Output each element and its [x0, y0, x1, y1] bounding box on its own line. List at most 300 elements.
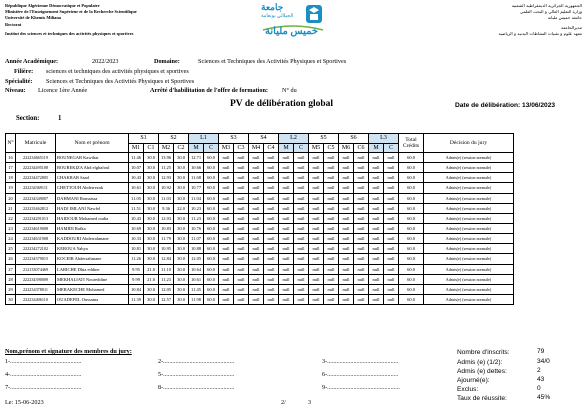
student-name-cell: HADJ IMLANI Nawfel [56, 203, 129, 213]
signature-line: 2-.............................................. [158, 358, 235, 365]
grade-cell: null [219, 223, 234, 233]
grade-cell: null [369, 173, 384, 183]
grade-cell: 30.0 [144, 153, 159, 163]
grade-cell: null [234, 193, 249, 203]
decision-cell: Admis(e) (session normale) [424, 264, 514, 274]
grade-cell: null [294, 153, 309, 163]
grade-cell: null [384, 254, 399, 264]
grade-cell: null [219, 254, 234, 264]
grade-cell: 10.95 [159, 244, 174, 254]
header-ar-line: مديرالجامعة [561, 24, 582, 30]
grade-cell: null [294, 274, 309, 284]
signature-line: 4-.............................................. [5, 371, 82, 378]
row-number-cell: 23 [6, 223, 16, 233]
grade-cell: null [294, 264, 309, 274]
grade-cell: null [294, 294, 309, 304]
header-arabic [498, 3, 582, 37]
section-label: Section: [16, 115, 40, 122]
grade-cell: null [369, 223, 384, 233]
grade-cell: null [339, 274, 354, 284]
grade-cell: null [309, 213, 324, 223]
stat-label: Nombre d'inscrits: [457, 349, 510, 356]
grade-cell: null [264, 153, 279, 163]
grade-cell: 30.0 [144, 213, 159, 223]
grade-cell: null [369, 203, 384, 213]
grade-cell: 60.0 [204, 244, 219, 254]
grade-cell: null [234, 153, 249, 163]
grade-cell: null [354, 213, 369, 223]
decision-cell: Admis(e) (session normale) [424, 234, 514, 244]
grade-cell: null [264, 213, 279, 223]
total-credits-cell: 60.0 [399, 244, 424, 254]
grade-cell: 10.33 [129, 234, 144, 244]
table-row [6, 223, 514, 233]
grade-cell: null [294, 173, 309, 183]
grade-cell: null [249, 213, 264, 223]
grade-cell: null [384, 274, 399, 284]
sub-header: C1 [144, 143, 159, 153]
grade-cell: 60.0 [204, 193, 219, 203]
grade-cell: 10.43 [129, 173, 144, 183]
grade-cell: 30.0 [174, 193, 189, 203]
grade-cell: null [339, 153, 354, 163]
sub-header: C4 [264, 143, 279, 153]
grade-cell: 30.0 [174, 213, 189, 223]
grade-cell: 60.0 [204, 254, 219, 264]
header-fr-line: Université de Khemis Miliana [5, 15, 61, 21]
table-row [6, 183, 514, 193]
grade-cell: null [384, 234, 399, 244]
grade-cell: null [384, 294, 399, 304]
grade-cell: null [234, 254, 249, 264]
decision-cell: Admis(e) (session normale) [424, 274, 514, 284]
group-header-l2: L2 [279, 134, 309, 144]
grade-cell: null [234, 183, 249, 193]
grade-cell: 12.05 [159, 284, 174, 294]
total-credits-cell: 60.0 [399, 294, 424, 304]
filiere-label: Filière: [14, 68, 34, 75]
page-count: 3 [308, 399, 312, 406]
grade-cell: 30.0 [144, 173, 159, 183]
grade-cell: null [309, 173, 324, 183]
grade-cell: null [309, 244, 324, 254]
table-row [6, 274, 514, 284]
grade-cell: 10.69 [129, 223, 144, 233]
decision-cell: Admis(e) (session normale) [424, 203, 514, 213]
grade-cell: null [219, 173, 234, 183]
sub-header: C3 [234, 143, 249, 153]
total-credits-cell: 60.0 [399, 284, 424, 294]
matricule-cell: 222234390009 [16, 274, 56, 284]
matricule-cell: 212133074469 [16, 264, 56, 274]
table-row [6, 244, 514, 254]
grade-cell: 30.0 [144, 203, 159, 213]
total-credits-cell: 60.0 [399, 264, 424, 274]
row-number-cell: 18 [6, 173, 16, 183]
stat-label: Exclus: [457, 386, 479, 393]
grade-cell: null [249, 223, 264, 233]
grade-cell: null [384, 244, 399, 254]
grade-cell: null [279, 264, 294, 274]
grade-cell: null [294, 244, 309, 254]
grade-cell: 30.0 [174, 244, 189, 254]
grade-cell: null [264, 183, 279, 193]
grade-cell: null [324, 223, 339, 233]
signature-line: 5-.............................................. [158, 371, 235, 378]
stat-value: 2 [537, 367, 541, 374]
grade-cell: null [309, 284, 324, 294]
grade-cell: null [294, 163, 309, 173]
stat-label: Ajourné(e): [457, 377, 490, 384]
grade-cell: null [234, 173, 249, 183]
signature-line: 9-............................................... [322, 384, 400, 391]
grade-cell: 30.0 [174, 223, 189, 233]
grade-cell: null [264, 294, 279, 304]
col-header-decision: Décision du jury [424, 134, 514, 153]
grade-cell: 10.81 [129, 244, 144, 254]
grade-cell: 11.25 [159, 163, 174, 173]
matricule-cell: 222234665119 [16, 153, 56, 163]
stat-value: 43 [537, 376, 545, 383]
grade-cell: null [354, 153, 369, 163]
stat-value: 34/0 [537, 358, 550, 365]
grade-cell: 60.0 [204, 264, 219, 274]
grade-cell: null [324, 264, 339, 274]
grade-cell: 60.0 [204, 163, 219, 173]
grade-cell: null [294, 284, 309, 294]
grade-cell: null [324, 193, 339, 203]
grade-cell: null [264, 173, 279, 183]
grade-cell: null [249, 284, 264, 294]
logo-text-3: خميس مليانة [265, 26, 319, 37]
grade-cell: null [219, 274, 234, 284]
group-header-l3: L3 [369, 134, 399, 144]
sub-header: C [294, 143, 309, 153]
sub-header: C2 [174, 143, 189, 153]
header-fr-line: République Algérienne Démocratique et Populaire [5, 3, 100, 8]
row-number-cell: 19 [6, 183, 16, 193]
stats-panel [457, 349, 582, 404]
grade-cell: null [294, 203, 309, 213]
grade-cell: null [309, 234, 324, 244]
grade-cell: null [369, 244, 384, 254]
section-value: 1 [58, 115, 62, 122]
grade-cell: null [234, 223, 249, 233]
header-fr-line: Ministère de l'Enseignement Supérieur et de la Recherche Scientifique [5, 9, 137, 15]
grade-cell: null [309, 254, 324, 264]
grade-cell: 11.10 [159, 264, 174, 274]
grade-cell: 60.0 [204, 294, 219, 304]
logo-text-2: الجيلالي بونعامة [261, 14, 294, 19]
grade-cell: null [354, 183, 369, 193]
decision-cell: Admis(e) (session normale) [424, 254, 514, 264]
grade-cell: 12.84 [159, 254, 174, 264]
signature-line: 6-.............................................. [322, 371, 399, 378]
grade-cell: null [369, 254, 384, 264]
matricule-cell: 222234369111 [16, 183, 56, 193]
group-header-s2: S2 [159, 134, 189, 144]
grade-cell: 10.61 [129, 183, 144, 193]
grade-cell: null [309, 274, 324, 284]
grade-cell: null [339, 264, 354, 274]
grade-cell: 12.05 [189, 254, 204, 264]
grade-cell: 30.0 [174, 274, 189, 284]
page-title: PV de délibération global [230, 99, 334, 109]
grade-cell: 30.0 [174, 183, 189, 193]
grade-cell: null [234, 294, 249, 304]
grade-cell: null [264, 244, 279, 254]
grade-cell: null [279, 183, 294, 193]
table-row [6, 234, 514, 244]
grade-cell: null [294, 223, 309, 233]
grade-cell: null [234, 264, 249, 274]
grade-cell: null [324, 274, 339, 284]
grade-cell: null [249, 203, 264, 213]
grade-cell: 11.79 [159, 234, 174, 244]
row-number-cell: 20 [6, 193, 16, 203]
matricule-cell: 222234406110 [16, 294, 56, 304]
signature-line: 1-.............................................. [5, 358, 82, 365]
grade-cell: null [234, 203, 249, 213]
grade-cell: 11.23 [189, 213, 204, 223]
decision-cell: Admis(e) (session normale) [424, 223, 514, 233]
university-logo [257, 2, 329, 40]
grade-cell: null [324, 294, 339, 304]
group-header-s3: S3 [219, 134, 249, 144]
grade-cell: null [309, 264, 324, 274]
grade-cell: null [384, 284, 399, 294]
grade-cell: null [234, 213, 249, 223]
signature-line: 3-.............................................. [322, 358, 399, 365]
group-header-l1: L1 [189, 134, 219, 144]
grade-cell: 11.23 [159, 274, 174, 284]
grade-cell: null [384, 153, 399, 163]
table-row [6, 193, 514, 203]
grade-cell: null [309, 153, 324, 163]
group-header-s4: S4 [249, 134, 279, 144]
grade-cell: 21.0 [144, 274, 159, 284]
grade-cell: 30.0 [174, 234, 189, 244]
grade-cell: null [219, 203, 234, 213]
grade-cell: null [279, 294, 294, 304]
grade-cell: 30.0 [144, 254, 159, 264]
grade-cell: 10.76 [189, 223, 204, 233]
grade-cell: null [249, 183, 264, 193]
grade-cell: null [339, 193, 354, 203]
grade-cell: null [384, 264, 399, 274]
row-number-cell: 29 [6, 284, 16, 294]
grade-cell: 11.03 [159, 193, 174, 203]
annee-label: Année Académique: [5, 58, 59, 65]
annee-value: 2022/2023 [92, 58, 119, 65]
grade-cell: null [219, 213, 234, 223]
row-number-cell: 24 [6, 234, 16, 244]
grade-cell: 60.0 [204, 153, 219, 163]
grade-cell: null [369, 294, 384, 304]
specialite-label: Spécialité: [5, 78, 33, 85]
grade-cell: 30.0 [174, 254, 189, 264]
decision-cell: Admis(e) (session normale) [424, 173, 514, 183]
grade-cell: 11.68 [189, 173, 204, 183]
niveau-value: Licence 1ère Année [38, 87, 88, 94]
grade-cell: null [264, 223, 279, 233]
grade-cell: null [339, 244, 354, 254]
grade-cell: null [369, 193, 384, 203]
grade-cell: null [369, 264, 384, 274]
grade-cell: null [219, 244, 234, 254]
specialite-value: Sciences et Techniques des Activités Physiques et Sportives [46, 78, 195, 85]
sub-header: M6 [339, 143, 354, 153]
grade-cell: null [309, 223, 324, 233]
student-name-cell: HAIDOUR Mohamed oudia [56, 213, 129, 223]
grade-cell: 30.0 [174, 264, 189, 274]
grade-cell: null [384, 193, 399, 203]
grade-cell: null [279, 203, 294, 213]
decision-cell: Admis(e) (session normale) [424, 163, 514, 173]
col-header-matricule: Matricule [16, 134, 56, 153]
student-name-cell: KADDOURI Abderrahmane [56, 234, 129, 244]
grade-cell: null [339, 213, 354, 223]
grade-cell: 21.0 [144, 264, 159, 274]
table-row [6, 254, 514, 264]
grade-cell: null [249, 264, 264, 274]
grade-cell: null [324, 203, 339, 213]
group-header-s5: S5 [309, 134, 339, 144]
sub-header: C [204, 143, 219, 153]
grade-cell: null [234, 244, 249, 254]
grade-cell: null [369, 284, 384, 294]
grade-cell: null [249, 153, 264, 163]
header-ar-line: وزارة التعليم العالي و البحث العلمي [519, 9, 582, 15]
deliberation-table [5, 133, 514, 305]
stat-value: 79 [537, 348, 545, 355]
sub-header: M [369, 143, 384, 153]
student-name-cell: DAHMANI Romaissa [56, 193, 129, 203]
grade-cell: 60.0 [204, 223, 219, 233]
grade-cell: null [339, 183, 354, 193]
student-name-cell: KEROUA Yahya [56, 244, 129, 254]
grade-cell: null [219, 153, 234, 163]
grade-cell: null [279, 213, 294, 223]
student-name-cell: CHETTOUH Abderrezak [56, 183, 129, 193]
grade-cell: 30.0 [144, 223, 159, 233]
jury-signature-title: Nom,prénom et signature des membres du jury: [5, 348, 132, 355]
grade-cell: 11.05 [129, 193, 144, 203]
grade-cell: null [339, 163, 354, 173]
decision-cell: Admis(e) (session normale) [424, 193, 514, 203]
matricule-cell: 222234619008 [16, 223, 56, 233]
matricule-cell: 222234472805 [16, 173, 56, 183]
grade-cell: null [219, 284, 234, 294]
row-number-cell: 28 [6, 274, 16, 284]
grade-cell: null [264, 284, 279, 294]
grade-cell: 12.03 [159, 213, 174, 223]
grade-cell: null [354, 234, 369, 244]
matricule-cell: 222234631908 [16, 234, 56, 244]
group-header-s1: S1 [129, 134, 159, 144]
grade-cell: null [234, 234, 249, 244]
page-number: 2/ [281, 399, 286, 406]
matricule-cell: 222234349007 [16, 193, 56, 203]
grade-cell: null [294, 254, 309, 264]
grade-cell: null [294, 213, 309, 223]
sub-header: M4 [249, 143, 264, 153]
grade-cell: 60.0 [204, 203, 219, 213]
grade-cell: null [294, 193, 309, 203]
grade-cell: 30.0 [174, 284, 189, 294]
sub-header: M5 [309, 143, 324, 153]
grade-cell: 60.0 [204, 173, 219, 183]
grade-cell: null [384, 213, 399, 223]
matricule-cell: 222233462812 [16, 203, 56, 213]
stat-label: Admis (e) dettes: [457, 368, 507, 375]
grade-cell: 10.88 [189, 244, 204, 254]
grade-cell: null [249, 294, 264, 304]
grade-cell: null [354, 173, 369, 183]
total-credits-cell: 60.0 [399, 193, 424, 203]
grade-cell: null [294, 234, 309, 244]
grade-cell: null [264, 274, 279, 284]
grade-cell: null [324, 153, 339, 163]
stat-label: Admis (e) (1/2): [457, 359, 503, 366]
grade-cell: null [234, 284, 249, 294]
row-number-cell: 30 [6, 294, 16, 304]
grade-cell: null [279, 173, 294, 183]
grade-cell: null [354, 193, 369, 203]
grade-cell: 12.71 [189, 153, 204, 163]
grade-cell: null [369, 153, 384, 163]
grade-cell: 30.0 [144, 294, 159, 304]
signature-line: 8-.............................................. [158, 384, 235, 391]
matricule-cell: 222234378011 [16, 284, 56, 294]
grade-cell: null [324, 173, 339, 183]
sub-header: M2 [159, 143, 174, 153]
grade-cell: null [309, 294, 324, 304]
grade-cell: 30.0 [174, 153, 189, 163]
table-row [6, 294, 514, 304]
grade-cell: null [309, 163, 324, 173]
grade-cell: null [234, 163, 249, 173]
grade-cell: 11.07 [189, 234, 204, 244]
grade-cell: null [219, 183, 234, 193]
grade-cell: null [249, 193, 264, 203]
grade-cell: null [279, 254, 294, 264]
grade-cell: 30.0 [144, 284, 159, 294]
grade-cell: null [354, 203, 369, 213]
col-header-nom: Nom et prénom [56, 134, 129, 153]
grade-cell: 60.0 [204, 284, 219, 294]
total-credits-cell: 60.0 [399, 234, 424, 244]
total-credits-cell: 60.0 [399, 254, 424, 264]
grade-cell: null [339, 223, 354, 233]
sub-header: M [279, 143, 294, 153]
grade-cell: null [249, 163, 264, 173]
grade-cell: null [324, 183, 339, 193]
grade-cell: null [219, 264, 234, 274]
grade-cell: 10.92 [159, 183, 174, 193]
table-row [6, 173, 514, 183]
student-name-cell: BOUNEGAB Kawthar [56, 153, 129, 163]
grade-cell: null [354, 294, 369, 304]
row-number-cell: 25 [6, 244, 16, 254]
decision-cell: Admis(e) (session normale) [424, 213, 514, 223]
grade-cell: null [279, 223, 294, 233]
grade-cell: null [384, 183, 399, 193]
grade-cell: null [339, 173, 354, 183]
grade-cell: null [279, 234, 294, 244]
grade-cell: null [384, 203, 399, 213]
grade-cell: 11.26 [129, 254, 144, 264]
